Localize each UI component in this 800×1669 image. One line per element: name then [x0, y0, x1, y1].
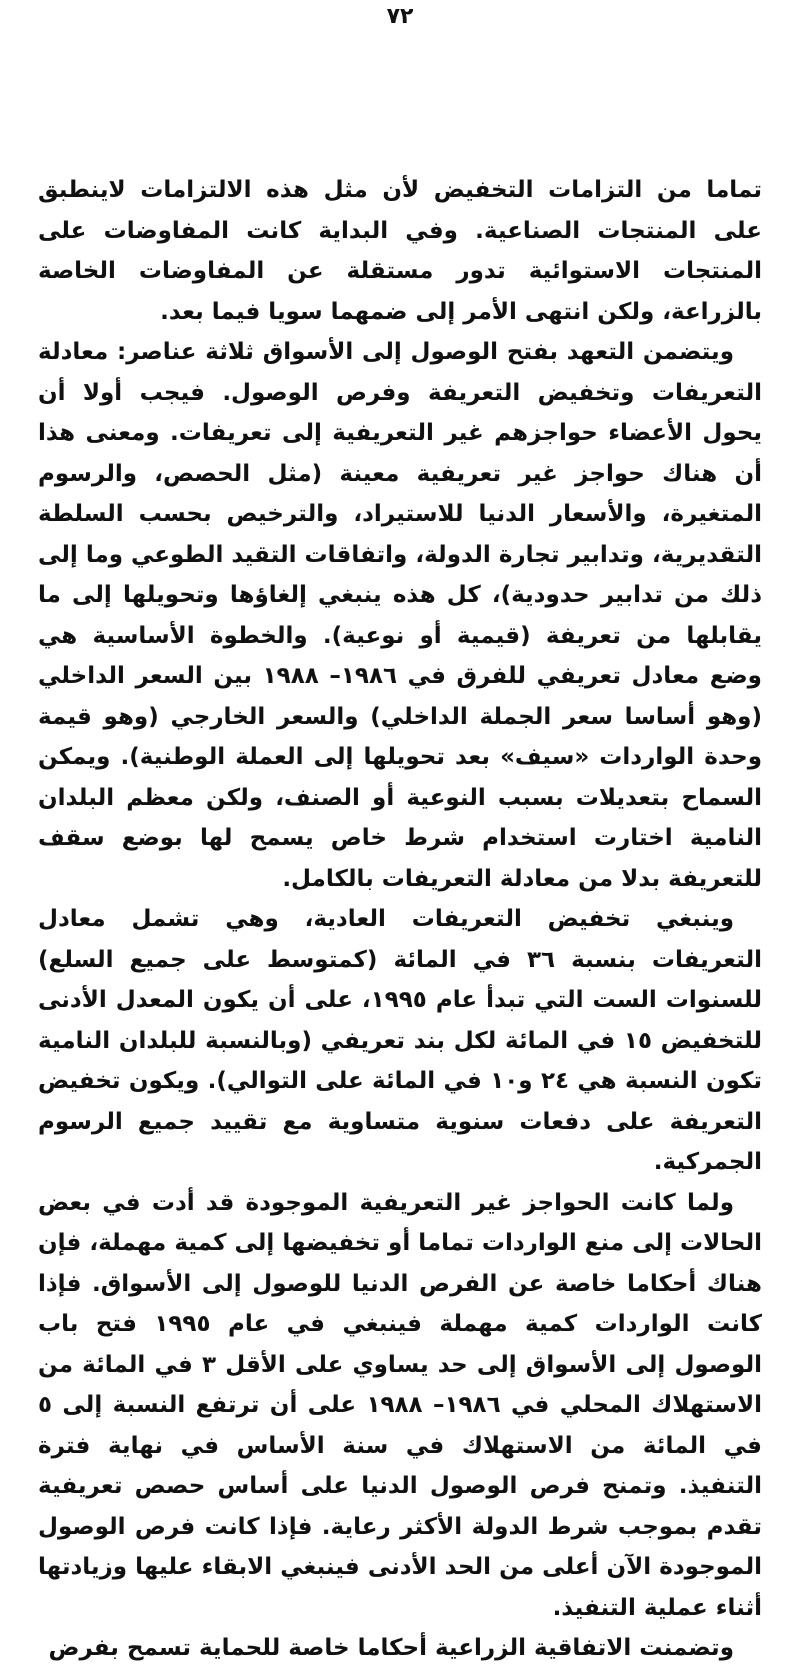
paragraph-5: وتضمنت الاتفاقية الزراعية أحكاما خاصة للحماية تسمح بفرض — [48, 1635, 734, 1661]
paragraph-1: تماما من التزامات التخفيض لأن مثل هذه الالتزامات لاينطبق على المنتجات الصناعية. وفي البداية كانت المفاوضات على المنتجات الاستوائية تدور مستقلة عن المفاوضات الخاصة بالزراعة، ولكن انتهى الأمر إلى ضمهما سويا فيما بعد. — [38, 177, 762, 325]
page-number: ٧٢ — [386, 4, 414, 29]
body-text — [38, 170, 762, 1669]
paragraph-4: ولما كانت الحواجز غير التعريفية الموجودة قد أدت في بعض الحالات إلى منع الواردات تماما أو تخفيضها إلى كمية مهملة، فإن هناك أحكاما خاصة عن الفرص الدنيا للوصول إلى الأسواق. فإذا كانت الواردات كمية مهملة فينبغي في عام ١٩٩٥ فتح باب الوصول إلى الأسواق إلى حد يساوي على الأقل ٣ في المائة من الاستهلاك المحلي في ١٩٨٦– ١٩٨٨ على أن ترتفع النسبة إلى ٥ في المائة من الاستهلاك في سنة الأساس في نهاية فترة التنفيذ. وتمنح فرص الوصول الدنيا على أساس حصص تعريفية تقدم بموجب شرط الدولة الأكثر رعاية. فإذا كانت فرص الوصول الموجودة الآن أعلى من الحد الأدنى فينبغي الابقاء عليها وزيادتها أثناء عملية التنفيذ. — [38, 1189, 762, 1621]
paragraph-3: وينبغي تخفيض التعريفات العادية، وهي تشمل معادل التعريفات بنسبة ٣٦ في المائة (كمتوسط على جميع السلع) للسنوات الست التي تبدأ عام ١٩٩٥، على أن يكون المعدل الأدنى للتخفيض ١٥ في المائة لكل بند تعريفي (وبالنسبة للبلدان النامية تكون النسبة هي ٢٤ و١٠ في المائة على التوالي). ويكون تخفيض التعريفة على دفعات سنوية متساوية مع تقييد جميع الرسوم الجمركية. — [38, 906, 763, 1175]
paragraph-2: ويتضمن التعهد بفتح الوصول إلى الأسواق ثلاثة عناصر: معادلة التعريفات وتخفيض التعريفة وفرص الوصول. فيجب أولا أن يحول الأعضاء حواجزهم غير التعريفية إلى تعريفات. ومعنى هذا أن هناك حواجز غير تعريفية معينة (مثل الحصص، والرسوم المتغيرة، والأسعار الدنيا للاستيراد، والترخيص بحسب السلطة التقديرية، وتدابير تجارة الدولة، واتفاقات التقيد الطوعي وما إلى ذلك من تدابير حدودية)، كل هذه ينبغي إلغاؤها وتحويلها إلى ما يقابلها من تعريفة (قيمية أو نوعية). والخطوة الأساسية هي وضع معادل تعريفي للفرق في ١٩٨٦– ١٩٨٨ بين السعر الداخلي (وهو أساسا سعر الجملة الداخلي) والسعر الخارجي (وهو قيمة وحدة الواردات «سيف» بعد تحويلها إلى العملة الوطنية). ويمكن السماح بتعديلات بسبب النوعية أو الصنف، ولكن معظم البلدان النامية اختارت استخدام شرط خاص يسمح لها بوضع سقف للتعريفة بدلا من معادلة التعريفات بالكامل. — [38, 339, 762, 892]
